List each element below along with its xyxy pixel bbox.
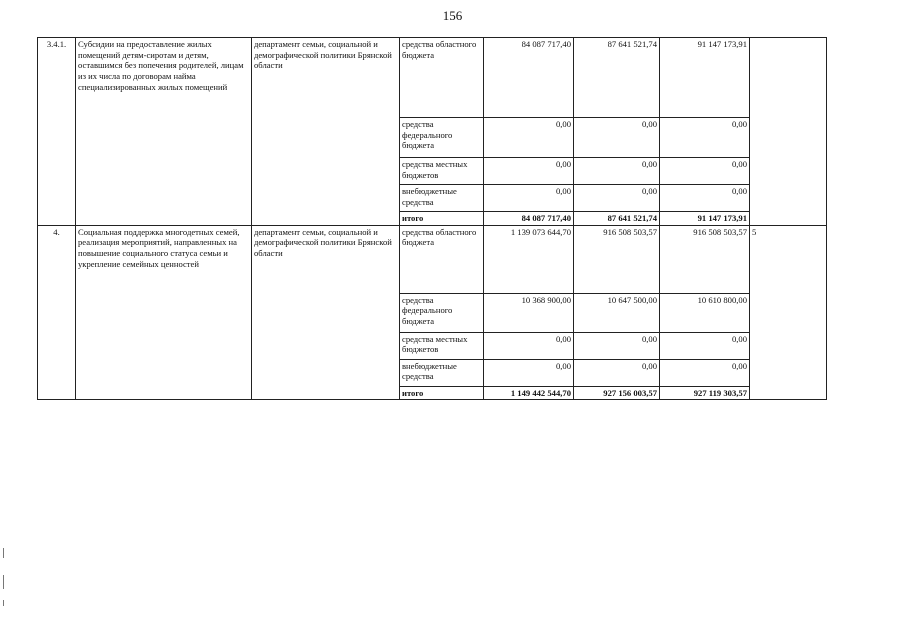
source-label: средства областного бюджета xyxy=(400,38,484,118)
amount-year-3: 0,00 xyxy=(660,359,750,386)
amount-year-3: 91 147 173,91 xyxy=(660,38,750,118)
budget-table xyxy=(37,37,827,400)
extra-cell xyxy=(750,38,827,226)
total-label: итого xyxy=(400,386,484,400)
total-year-2: 927 156 003,57 xyxy=(574,386,660,400)
amount-year-1: 0,00 xyxy=(484,185,574,212)
table-row xyxy=(38,38,827,118)
scan-mark xyxy=(3,548,4,558)
amount-year-2: 10 647 500,00 xyxy=(574,293,660,332)
scan-mark xyxy=(3,575,4,589)
total-year-1: 84 087 717,40 xyxy=(484,212,574,226)
amount-year-1: 84 087 717,40 xyxy=(484,38,574,118)
source-label: средства федерального бюджета xyxy=(400,118,484,158)
amount-year-2: 0,00 xyxy=(574,158,660,185)
amount-year-3: 0,00 xyxy=(660,158,750,185)
amount-year-1: 0,00 xyxy=(484,158,574,185)
amount-year-1: 0,00 xyxy=(484,332,574,359)
executor: департамент семьи, социальной и демографической политики Брянской области xyxy=(252,38,400,226)
source-label: средства федерального бюджета xyxy=(400,293,484,332)
total-label: итого xyxy=(400,212,484,226)
amount-year-2: 916 508 503,57 xyxy=(574,225,660,293)
measure-name: Субсидии на предоставление жилых помещений детям-сиротам и детям, оставшимся без попечения родителей, лицам из их числа по договорам найма специализированных жилых помещений xyxy=(76,38,252,226)
amount-year-3: 10 610 800,00 xyxy=(660,293,750,332)
amount-year-1: 10 368 900,00 xyxy=(484,293,574,332)
total-year-1: 1 149 442 544,70 xyxy=(484,386,574,400)
amount-year-3: 0,00 xyxy=(660,332,750,359)
total-year-3: 91 147 173,91 xyxy=(660,212,750,226)
total-year-2: 87 641 521,74 xyxy=(574,212,660,226)
amount-year-1: 0,00 xyxy=(484,118,574,158)
amount-year-2: 0,00 xyxy=(574,332,660,359)
source-label: внебюджетные средства xyxy=(400,185,484,212)
total-year-3: 927 119 303,57 xyxy=(660,386,750,400)
source-label: внебюджетные средства xyxy=(400,359,484,386)
amount-year-2: 0,00 xyxy=(574,359,660,386)
source-label: средства местных бюджетов xyxy=(400,158,484,185)
amount-year-1: 1 139 073 644,70 xyxy=(484,225,574,293)
page-number: 156 xyxy=(442,8,463,23)
amount-year-2: 0,00 xyxy=(574,185,660,212)
amount-year-2: 0,00 xyxy=(574,118,660,158)
amount-year-3: 0,00 xyxy=(660,118,750,158)
amount-year-2: 87 641 521,74 xyxy=(574,38,660,118)
source-label: средства местных бюджетов xyxy=(400,332,484,359)
executor: департамент семьи, социальной и демографической политики Брянской области xyxy=(252,225,400,400)
extra-cell: 5 xyxy=(750,225,827,400)
measure-name: Социальная поддержка многодетных семей, реализация мероприятий, направленных на повышение социального статуса семьи и укрепление семейных ценностей xyxy=(76,225,252,400)
table-row xyxy=(38,225,827,293)
row-number: 4. xyxy=(38,225,76,400)
source-label: средства областного бюджета xyxy=(400,225,484,293)
amount-year-1: 0,00 xyxy=(484,359,574,386)
scan-mark xyxy=(3,600,4,606)
amount-year-3: 916 508 503,57 xyxy=(660,225,750,293)
row-number: 3.4.1. xyxy=(38,38,76,226)
amount-year-3: 0,00 xyxy=(660,185,750,212)
